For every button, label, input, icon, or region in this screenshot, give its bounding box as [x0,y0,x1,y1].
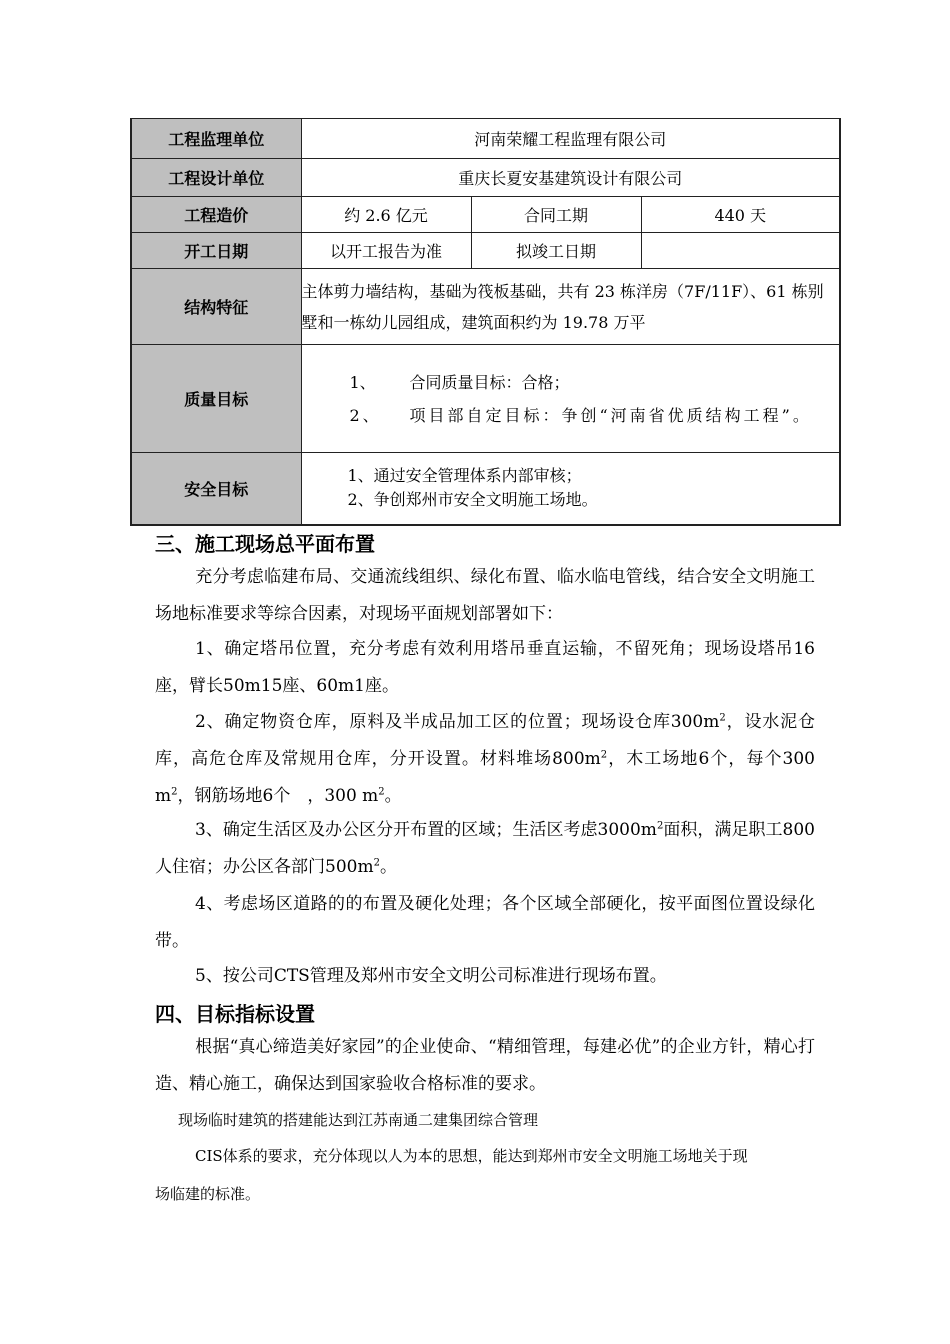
superscript: 2 [373,857,380,869]
cost-value: 约 2.6 亿元 [301,197,471,233]
project-info-table [130,118,841,526]
section-3-item-5 [155,958,815,995]
superscript: 2 [171,786,178,798]
section-3-intro [155,559,815,633]
section-4-line-2: CIS体系的要求，充分体现以人为本的思想，能达到郑州市安全文明施工场地关于现 [195,1147,748,1165]
structure-label: 结构特征 [131,269,301,345]
item-2-text: 。 [384,786,402,806]
supervision-value: 河南荣耀工程监理有限公司 [301,119,840,159]
quality-item-number: 1、 [349,372,376,392]
section-4-heading: 四、目标指标设置 [155,1002,315,1026]
table-row [131,119,840,159]
section-3-item-1 [155,631,815,705]
table-row [131,345,840,453]
structure-value: 主体剪力墙结构，基础为筏板基础，共有 23 栋洋房（7F/11F）、61 栋别墅和一栋幼儿园组成，建筑面积约为 19.78 万平 [301,269,840,345]
quality-item [350,399,832,432]
superscript: 2 [378,786,385,798]
superscript: 2 [719,712,726,724]
safety-item: 1、通过安全管理体系内部审核； [347,466,582,486]
item-5-text: 5、按公司CTS管理及郑州市安全文明公司标准进行现场布置。 [195,966,667,986]
duration-value: 440 天 [641,197,840,233]
safety-goals [301,453,840,525]
item-3-text: 。 [379,857,397,877]
start-date-label: 开工日期 [131,233,301,269]
quality-item-text: 合同质量目标：合格； [409,372,570,392]
section-3-heading: 三、施工现场总平面布置 [155,532,375,556]
cost-label: 工程造价 [131,197,301,233]
quality-item-number: 2、 [349,405,382,425]
design-label: 工程设计单位 [131,159,301,197]
item-2-text: ，设水泥仓库，高危仓库及常规用仓库，分开设置。材料堆场800m [155,712,816,769]
superscript: 2 [600,749,608,761]
end-date-label: 拟竣工日期 [471,233,641,269]
section-4-line-3: 场临建的标准。 [155,1185,261,1203]
table-row [131,269,840,345]
section-4-line-1: 现场临时建筑的搭建能达到江苏南通二建集团综合管理 [178,1111,539,1129]
quality-item [350,366,832,399]
item-2-text: ，钢筋场地6个 ，300 m [177,786,379,806]
section-3-item-2 [155,704,815,815]
quality-item-text: 项目部自定目标：争创“河南省优质结构工程”。 [409,405,812,425]
item-3-text: 3、确定生活区及办公区分开布置的区域；生活区考虑3000m [195,820,657,840]
table-row [131,233,840,269]
supervision-label: 工程监理单位 [131,119,301,159]
item-1-text: 1、确定塔吊位置，充分考虑有效利用塔吊垂直运输，不留死角；现场设塔吊16座，臂长50m15座、60m1座。 [155,639,815,696]
design-value: 重庆长夏安基建筑设计有限公司 [301,159,840,197]
intro-text: 充分考虑临建布局、交通流线组织、绿化布置、临水临电管线，结合安全文明施工场地标准要求等综合因素，对现场平面规划部署如下： [155,567,815,624]
item-2-text: ，木工场地6个，每个300 m [155,749,815,806]
end-date-value [641,233,840,269]
quality-label: 质量目标 [131,345,301,453]
table-row [131,453,840,525]
item-2-text: 2、确定物资仓库，原料及半成品加工区的位置；现场设仓库300m [195,712,720,732]
quality-goals [301,345,840,453]
safety-item: 2、争创郑州市安全文明施工场地。 [347,490,598,510]
superscript: 2 [656,820,664,832]
table-row [131,197,840,233]
duration-label: 合同工期 [471,197,641,233]
section-4-text: 根据“真心缔造美好家园”的企业使命、“精细管理，每建必优”的企业方针，精心打造、精心施工，确保达到国家验收合格标准的要求。 [155,1037,815,1094]
safety-label: 安全目标 [131,453,301,525]
section-4-paragraph [155,1029,815,1103]
section-3-item-3 [155,812,815,886]
section-3-item-4 [155,886,815,960]
start-date-value: 以开工报告为准 [301,233,471,269]
table-row [131,159,840,197]
item-3-text: 面积，满足职工800人住宿；办公区各部门500m [155,820,816,877]
item-4-text: 4、考虑场区道路的的布置及硬化处理；各个区域全部硬化，按平面图位置设绿化带。 [155,894,815,951]
